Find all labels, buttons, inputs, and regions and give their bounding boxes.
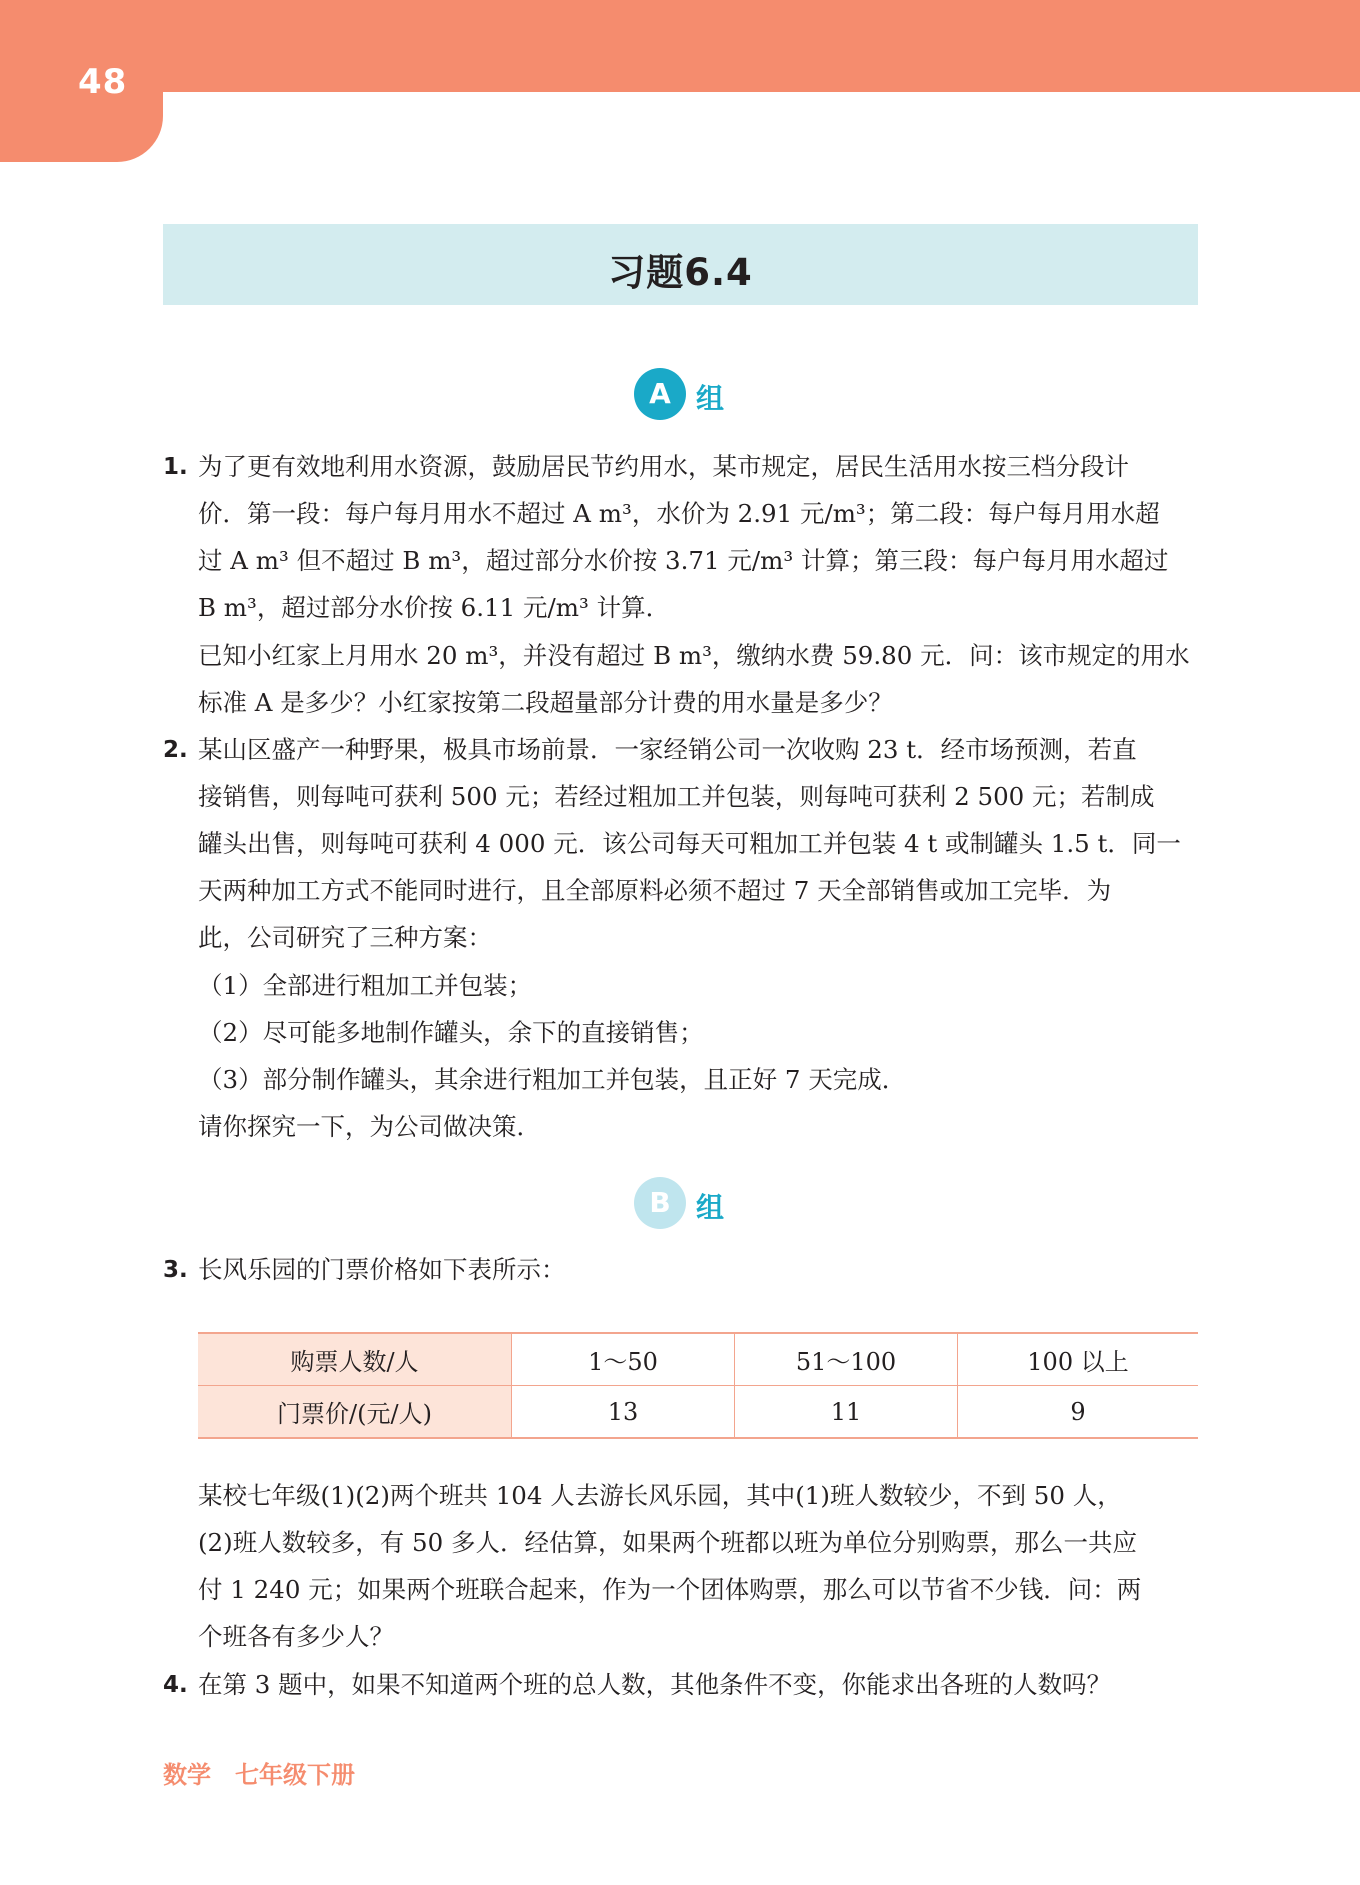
table-cell: 1～50	[512, 1333, 735, 1386]
question-3-number: 3.	[163, 1257, 188, 1283]
question-1-line: 价．第一段：每户每月用水不超过 A m³，水价为 2.91 元/m³；第二段：每户每月用水超	[198, 499, 1160, 528]
group-b-heading	[634, 1177, 754, 1229]
section-title: 习题6.4	[608, 251, 753, 294]
group-a-label: 组	[696, 382, 725, 415]
table-cell: 100 以上	[958, 1333, 1199, 1386]
table-cell: 51～100	[735, 1333, 958, 1386]
table-cell: 13	[512, 1386, 735, 1439]
table-cell: 9	[958, 1386, 1199, 1439]
question-1-line: 标准 A 是多少？小红家按第二段超量部分计费的用水量是多少？	[198, 688, 893, 717]
question-2-number: 2.	[163, 737, 188, 763]
group-b-label: 组	[696, 1191, 725, 1224]
question-2-line: 罐头出售，则每吨可获利 4 000 元．该公司每天可粗加工并包装 4 t 或制罐头 1.5 t．同一	[198, 829, 1181, 858]
question-3-line: 付 1 240 元；如果两个班联合起来，作为一个团体购票，那么可以节省不少钱．问：两	[198, 1575, 1142, 1604]
question-4-number: 4.	[163, 1672, 188, 1698]
question-2-line: 某山区盛产一种野果，极具市场前景．一家经销公司一次收购 23 t．经市场预测，若直	[198, 735, 1137, 764]
question-1-line: 过 A m³ 但不超过 B m³，超过部分水价按 3.71 元/m³ 计算；第三段：每户每月用水超过	[198, 546, 1169, 575]
question-2-line: 接销售，则每吨可获利 500 元；若经过粗加工并包装，则每吨可获利 2 500 元；若制成	[198, 782, 1155, 811]
question-1-line: 已知小红家上月用水 20 m³，并没有超过 B m³，缴纳水费 59.80 元．问：该市规定的用水	[198, 641, 1190, 670]
ticket-price-table	[198, 1332, 1198, 1439]
question-3-line: (2)班人数较多，有 50 多人．经估算，如果两个班都以班为单位分别购票，那么一共应	[198, 1528, 1137, 1557]
header-band	[0, 0, 1360, 92]
question-2-line: 天两种加工方式不能同时进行，且全部原料必须不超过 7 天全部销售或加工完毕．为	[198, 876, 1112, 905]
question-4-text: 在第 3 题中，如果不知道两个班的总人数，其他条件不变，你能求出各班的人数吗？	[198, 1670, 1112, 1699]
question-2-option: （3）部分制作罐头，其余进行粗加工并包装，且正好 7 天完成．	[198, 1065, 907, 1094]
section-title-box	[163, 224, 1198, 305]
table-row	[198, 1386, 1198, 1439]
group-a-heading	[634, 368, 754, 420]
table-header-cell: 购票人数/人	[198, 1333, 512, 1386]
question-2-line: 请你探究一下，为公司做决策．	[198, 1112, 541, 1141]
question-1-line: B m³，超过部分水价按 6.11 元/m³ 计算．	[198, 593, 671, 622]
question-3-line: 某校七年级(1)(2)两个班共 104 人去游长风乐园，其中(1)班人数较少，不到 50 人，	[198, 1481, 1122, 1510]
group-a-badge: A	[634, 368, 686, 420]
question-3-intro: 长风乐园的门票价格如下表所示：	[198, 1255, 566, 1284]
question-2-line: 此，公司研究了三种方案：	[198, 923, 492, 952]
book-footer: 数学 七年级下册	[163, 1761, 355, 1789]
question-3-line: 个班各有多少人？	[198, 1622, 394, 1651]
page-number: 48	[78, 62, 128, 102]
table-row	[198, 1333, 1198, 1386]
question-2-option: （1）全部进行粗加工并包装；	[198, 971, 533, 1000]
question-2-option: （2）尽可能多地制作罐头，余下的直接销售；	[198, 1018, 704, 1047]
table-cell: 11	[735, 1386, 958, 1439]
question-1-number: 1.	[163, 454, 188, 480]
group-b-badge: B	[634, 1177, 686, 1229]
table-header-cell: 门票价/(元/人)	[198, 1386, 512, 1439]
question-1-line: 为了更有效地利用水资源，鼓励居民节约用水，某市规定，居民生活用水按三档分段计	[198, 452, 1129, 481]
